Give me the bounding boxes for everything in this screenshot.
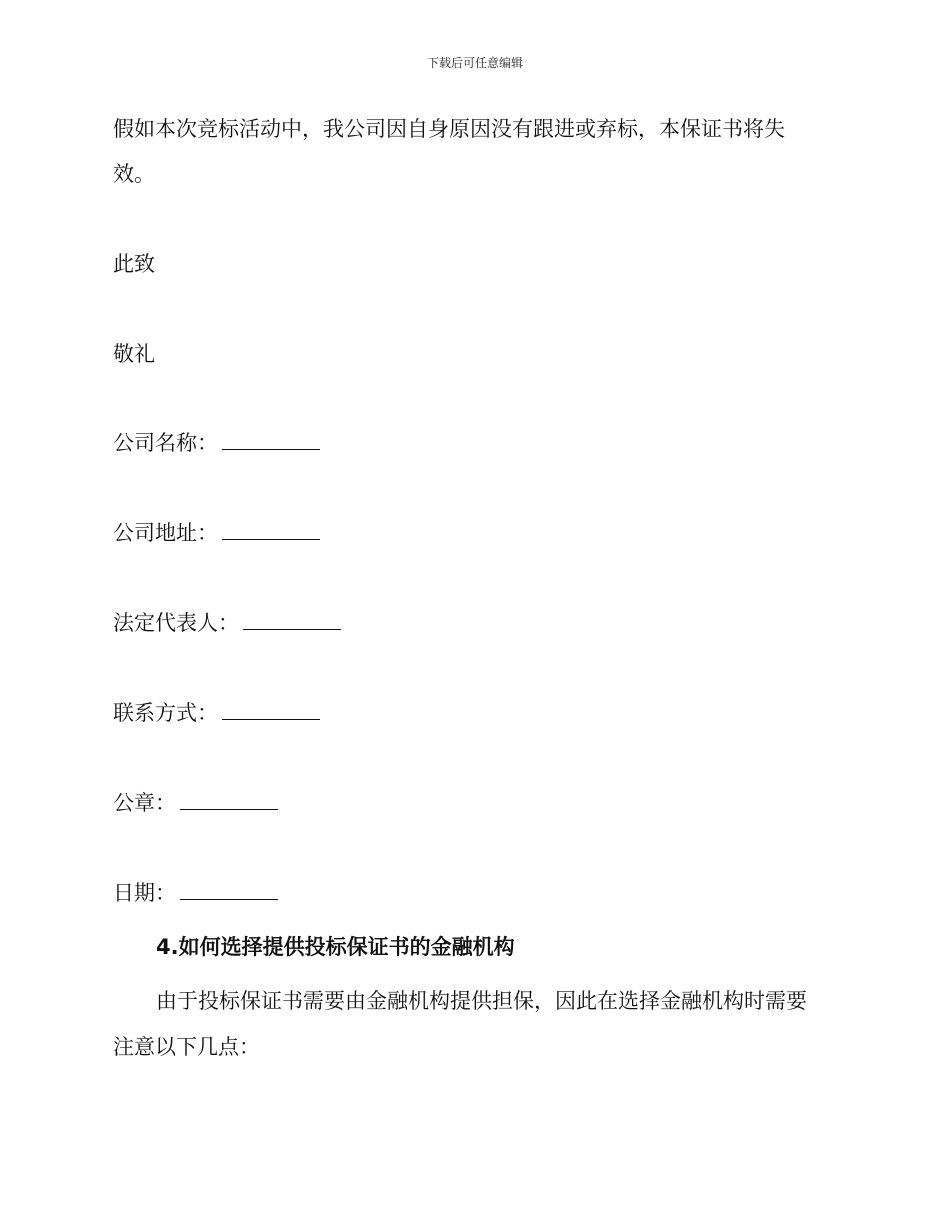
field-label: 联系方式： bbox=[113, 701, 218, 725]
field-blank bbox=[222, 521, 320, 540]
field-label: 公章： bbox=[113, 791, 176, 815]
field-label: 日期： bbox=[113, 881, 176, 905]
field-blank bbox=[222, 701, 320, 720]
page-header: 下载后可任意编辑 bbox=[426, 56, 523, 70]
salutation-cizhi: 此致 bbox=[113, 252, 155, 276]
field-company-name bbox=[113, 431, 320, 455]
field-blank bbox=[222, 431, 320, 450]
field-blank bbox=[180, 881, 278, 900]
field-blank bbox=[243, 611, 341, 630]
field-label: 公司名称： bbox=[113, 431, 218, 455]
paragraph-line: 由于投标保证书需要由金融机构提供担保，因此在选择金融机构时需要 bbox=[156, 989, 807, 1013]
paragraph-line: 假如本次竞标活动中，我公司因自身原因没有跟进或弃标，本保证书将失 bbox=[113, 117, 785, 141]
field-label: 公司地址： bbox=[113, 521, 218, 545]
section-heading: 4.如何选择提供投标保证书的金融机构 bbox=[156, 935, 515, 959]
paragraph-line: 注意以下几点： bbox=[113, 1035, 260, 1059]
paragraph-line: 效。 bbox=[113, 162, 155, 186]
field-contact bbox=[113, 701, 320, 725]
field-label: 法定代表人： bbox=[113, 611, 239, 635]
field-date bbox=[113, 881, 278, 905]
field-legal-representative bbox=[113, 611, 341, 635]
salutation-jingli: 敬礼 bbox=[113, 342, 155, 366]
field-company-address bbox=[113, 521, 320, 545]
field-blank bbox=[180, 791, 278, 810]
field-seal bbox=[113, 791, 278, 815]
